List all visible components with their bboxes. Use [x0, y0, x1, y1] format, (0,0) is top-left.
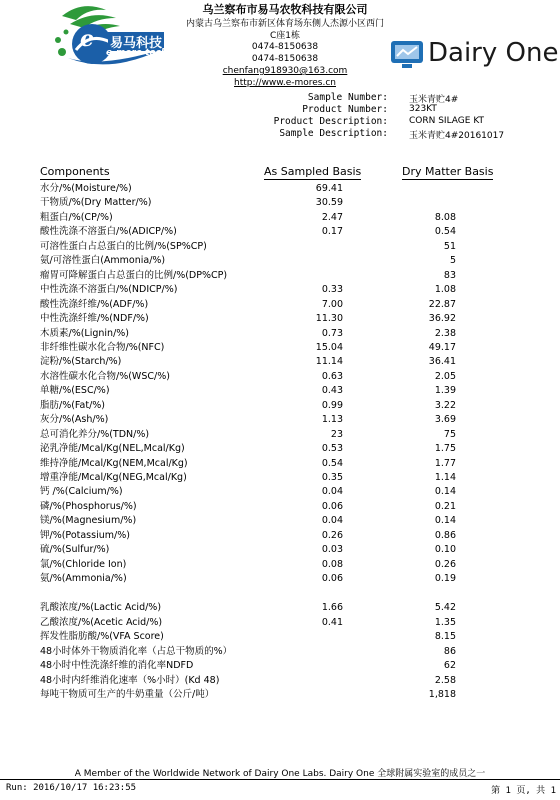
- phone-2: 0474-8150638: [251, 54, 319, 64]
- as-sampled-cell: 0.33: [321, 284, 343, 296]
- dry-matter-cell: 0.14: [434, 515, 456, 527]
- website-link[interactable]: http://www.e-mores.cn: [234, 78, 336, 88]
- logo-chinese-name: 易马科技: [108, 32, 164, 51]
- dry-matter-cell: 1.35: [434, 616, 456, 628]
- as-sampled-cell: 69.41: [315, 183, 343, 194]
- dry-matter-cell: 49.17: [428, 341, 456, 353]
- as-sampled-cell: 7.00: [321, 298, 343, 310]
- dry-matter-cell: 1.08: [434, 284, 456, 296]
- component-cell: 酸性洗涤不溶蛋白/%(ADICP/%): [40, 226, 177, 238]
- network-statement: A Member of the Worldwide Network of Dairy One Labs. Dairy One 全球附属实验室的成员之一: [74, 769, 486, 779]
- component-cell: 灰分/%(Ash/%): [40, 414, 109, 426]
- component-cell: 非纤维性碳水化合物/%(NFC): [40, 341, 165, 353]
- product-description-value: CORN SILAGE KT: [409, 116, 485, 126]
- dry-matter-cell: 5.42: [434, 602, 456, 613]
- table-row: [0, 457, 560, 471]
- table-row: [0, 471, 560, 485]
- component-cell: 粗蛋白/%(CP/%): [40, 211, 113, 223]
- dry-matter-cell: 86: [443, 645, 456, 657]
- dry-matter-cell: 3.22: [434, 399, 456, 411]
- dry-matter-cell: 2.38: [434, 327, 456, 339]
- as-sampled-cell: 0.06: [321, 500, 343, 512]
- component-cell: 维持净能/Mcal/Kg(NEM,Mcal/Kg): [40, 457, 188, 469]
- component-cell: 48小时中性洗涤纤维的消化率NDFD: [40, 660, 194, 671]
- component-cell: 单糖/%(ESC/%): [40, 385, 110, 397]
- table-row: [0, 616, 560, 630]
- run-timestamp: Run: 2016/10/17 16:23:55: [6, 783, 137, 793]
- dry-matter-cell: 75: [443, 428, 456, 440]
- table-row: [0, 384, 560, 398]
- table-row: [0, 254, 560, 268]
- component-cell: 瘤胃可降解蛋白占总蛋白的比例/%(DP%CP): [40, 269, 228, 281]
- component-cell: 中性洗涤不溶蛋白/%(NDICP/%): [40, 284, 178, 296]
- as-sampled-cell: 0.06: [321, 573, 343, 585]
- as-sampled-cell: 1.13: [321, 414, 343, 426]
- company-name: 乌兰察布市易马农牧科技有限公司: [202, 3, 368, 16]
- table-row: [0, 399, 560, 413]
- dry-matter-cell: 0.14: [434, 486, 456, 498]
- as-sampled-cell: 0.26: [321, 529, 343, 541]
- as-sampled-cell: 0.04: [321, 515, 343, 527]
- dairy-one-wordmark: Dairy One: [428, 38, 559, 68]
- as-sampled-cell: 11.14: [315, 356, 343, 368]
- component-cell: 木质素/%(Lignin/%): [40, 327, 130, 339]
- phone-1: 0474-8150638: [251, 42, 319, 52]
- as-sampled-cell: 0.54: [321, 457, 343, 469]
- dry-matter-cell: 36.92: [428, 313, 456, 325]
- components-header: Components: [40, 165, 110, 178]
- as-sampled-cell: 2.47: [321, 211, 343, 223]
- dry-matter-cell: 1.75: [434, 443, 456, 455]
- table-row: [0, 225, 560, 239]
- page-indicator: 第 1 页, 共 1: [491, 786, 556, 796]
- component-cell: 硫/%(Sulfur/%): [40, 544, 110, 556]
- component-cell: 乳酸浓度/%(Lactic Acid/%): [40, 602, 162, 613]
- table-row: [0, 442, 560, 456]
- table-row: [0, 485, 560, 499]
- as-sampled-cell: 0.41: [321, 616, 343, 628]
- component-cell: 氨/可溶性蛋白(Ammonia/%): [40, 255, 166, 267]
- table-row: [0, 327, 560, 341]
- email-link[interactable]: chenfang918930@163.com: [222, 66, 348, 76]
- table-row: [0, 529, 560, 543]
- component-cell: 48小时体外干物质消化率（占总干物质的%）: [40, 645, 233, 657]
- component-cell: 中性洗涤纤维/%(NDF/%): [40, 313, 149, 325]
- dairy-one-icon: [390, 40, 424, 70]
- table-row: [0, 240, 560, 254]
- table-row: [0, 630, 560, 644]
- as-sampled-cell: 0.04: [321, 486, 343, 498]
- component-cell: 磷/%(Phosphorus/%): [40, 500, 137, 512]
- as-sampled-cell: 0.63: [321, 370, 343, 382]
- product-number-label: Product Number:: [302, 104, 388, 115]
- as-sampled-cell: 23: [330, 428, 343, 440]
- as-sampled-cell: 15.04: [315, 341, 343, 353]
- dry-matter-cell: 0.21: [434, 500, 456, 512]
- table-row: [0, 572, 560, 586]
- component-cell: 水分/%(Moisture/%): [40, 183, 132, 194]
- table-row: [0, 558, 560, 572]
- table-row: [0, 543, 560, 557]
- component-cell: 水溶性碳水化合物/%(WSC/%): [40, 370, 170, 382]
- component-cell: 总可消化养分/%(TDN/%): [40, 428, 150, 440]
- dairy-one-logo: [390, 36, 560, 76]
- table-row: [0, 298, 560, 312]
- as-sampled-cell: 0.17: [321, 226, 343, 238]
- table-row: [0, 514, 560, 528]
- logo-e-letter: e: [80, 26, 94, 52]
- sample-description-value: 玉米青贮4#20161017: [409, 131, 505, 141]
- dry-matter-cell: 3.69: [434, 414, 456, 426]
- as-sampled-cell: 30.59: [315, 197, 343, 209]
- dry-matter-cell: 1,818: [428, 689, 456, 700]
- table-row: [0, 211, 560, 225]
- table-row: [0, 269, 560, 283]
- component-cell: 氯/%(Chloride Ion): [40, 558, 127, 570]
- table-row: [0, 283, 560, 297]
- dry-matter-cell: 0.19: [434, 573, 456, 585]
- component-cell: 干物质/%(Dry Matter/%): [40, 197, 152, 209]
- component-cell: 淀粉/%(Starch/%): [40, 356, 122, 368]
- table-row: [0, 312, 560, 326]
- component-cell: 挥发性脂肪酸/%(VFA Score): [40, 631, 164, 642]
- dry-matter-cell: 83: [443, 269, 456, 281]
- table-row: [0, 182, 560, 196]
- company-building: C座1栋: [269, 31, 300, 41]
- table-row: [0, 645, 560, 659]
- dry-matter-cell: 51: [443, 240, 456, 252]
- table-row: [0, 659, 560, 673]
- component-cell: 酸性洗涤纤维/%(ADF/%): [40, 298, 149, 310]
- product-description-label: Product Description:: [273, 116, 388, 127]
- product-number-value: 323KT: [409, 104, 437, 114]
- dry-matter-header: Dry Matter Basis: [402, 165, 494, 178]
- component-cell: 增重净能/Mcal/Kg(NEG,Mcal/Kg): [40, 472, 187, 483]
- table-row: [0, 413, 560, 427]
- as-sampled-cell: 0.73: [321, 327, 343, 339]
- component-cell: 钙 /%(Calcium/%): [40, 486, 123, 498]
- table-row: [0, 428, 560, 442]
- as-sampled-cell: 0.53: [321, 443, 343, 455]
- component-cell: 泌乳净能/Mcal/Kg(NEL,Mcal/Kg): [40, 443, 185, 455]
- as-sampled-cell: 0.35: [321, 472, 343, 483]
- product-number-row: [0, 104, 560, 115]
- table-row: [0, 370, 560, 384]
- logo-english-name: e-more tech: [106, 48, 168, 58]
- table-row: [0, 196, 560, 210]
- sample-number-row: [0, 92, 560, 103]
- company-address: 内蒙古乌兰察布市新区体育场东侧人杰源小区西门: [185, 19, 384, 29]
- dry-matter-cell: 8.08: [434, 211, 456, 223]
- table-row: [0, 341, 560, 355]
- dry-matter-cell: 1.77: [434, 457, 456, 469]
- dry-matter-cell: 22.87: [428, 298, 456, 310]
- sample-description-row: [0, 128, 560, 139]
- footer-divider: [0, 779, 560, 780]
- component-cell: 乙酸浓度/%(Acetic Acid/%): [40, 616, 163, 628]
- dry-matter-cell: 36.41: [428, 356, 456, 368]
- as-sampled-cell: 0.43: [321, 385, 343, 397]
- sample-description-label: Sample Description:: [279, 128, 388, 139]
- dry-matter-cell: 0.54: [434, 226, 456, 238]
- table-row: [0, 601, 560, 615]
- component-cell: 脂肪/%(Fat/%): [40, 399, 106, 411]
- component-cell: 氨/%(Ammonia/%): [40, 573, 127, 585]
- component-cell: 镁/%(Magnesium/%): [40, 515, 137, 527]
- as-sampled-cell: 0.03: [321, 544, 343, 556]
- dry-matter-cell: 5: [449, 255, 456, 267]
- component-cell: 每吨干物质可生产的牛奶重量（公斤/吨）: [40, 689, 215, 700]
- as-sampled-cell: 11.30: [315, 313, 343, 325]
- as-sampled-cell: 0.99: [321, 399, 343, 411]
- table-row: [0, 674, 560, 688]
- dry-matter-cell: 2.05: [434, 370, 456, 382]
- table-row: [0, 688, 560, 702]
- dry-matter-cell: 62: [443, 660, 456, 671]
- sample-number-value: 玉米青贮4#: [409, 95, 459, 105]
- as-sampled-cell: 1.66: [321, 602, 343, 613]
- dry-matter-cell: 2.58: [434, 674, 456, 686]
- table-row: [0, 355, 560, 369]
- dry-matter-cell: 0.86: [434, 529, 456, 541]
- component-cell: 可溶性蛋白占总蛋白的比例/%(SP%CP): [40, 240, 207, 252]
- dry-matter-cell: 1.39: [434, 385, 456, 397]
- dry-matter-cell: 8.15: [434, 631, 456, 642]
- component-cell: 钾/%(Potassium/%): [40, 529, 130, 541]
- dry-matter-cell: 0.26: [434, 558, 456, 570]
- component-cell: 48小时内纤维消化速率（%小时）(Kd 48): [40, 674, 220, 686]
- as-sampled-cell: 0.08: [321, 558, 343, 570]
- table-row: [0, 500, 560, 514]
- sample-number-label: Sample Number:: [307, 92, 388, 103]
- dry-matter-cell: 1.14: [434, 472, 456, 483]
- as-sampled-header: As Sampled Basis: [264, 165, 362, 178]
- dry-matter-cell: 0.10: [434, 544, 456, 556]
- product-description-row: [0, 116, 560, 127]
